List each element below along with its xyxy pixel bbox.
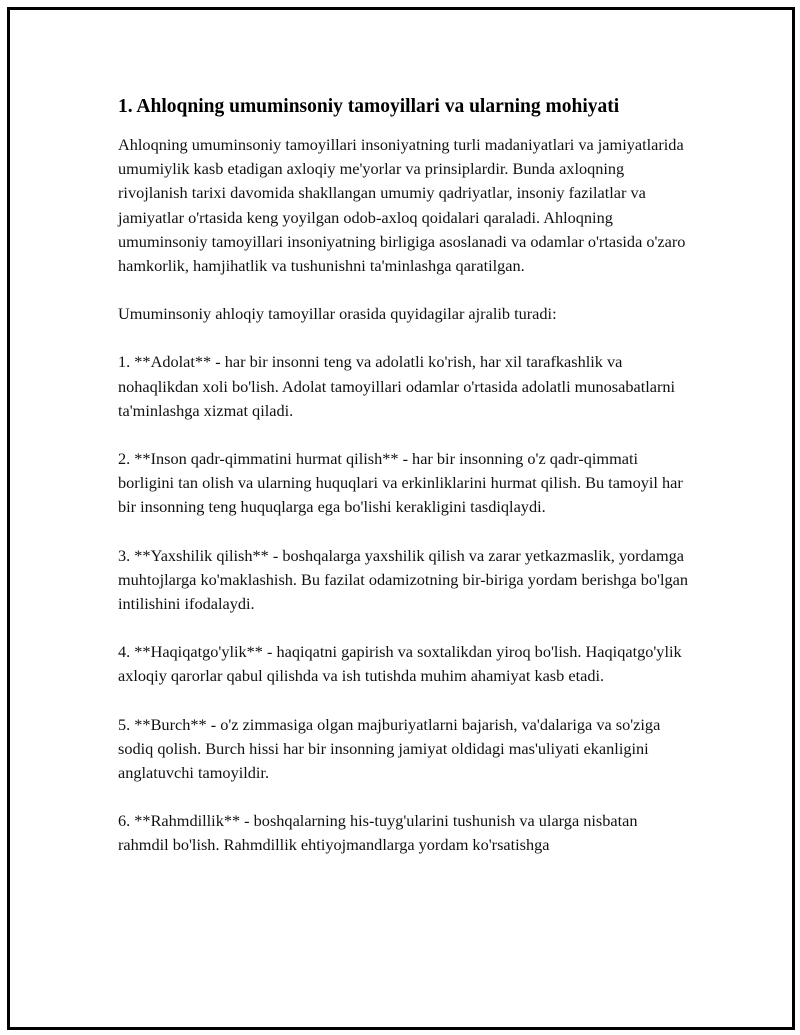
principle-haqiqatgoylik: 4. **Haqiqatgo'ylik** - haqiqatni gapirish va soxtalikdan yiroq bo'lish. Haqiqatgo'ylik axloqiy qarorlar qabul qilishda va ish tutishda muhim ahamiyat kasb etadi.	[118, 642, 682, 686]
principle-inson-qadr-qimmati: 2. **Inson qadr-qimmatini hurmat qilish** - har bir insonning o'z qadr-qimmati borligini tan olish va ularning huquqlari va erkinliklarini hurmat qilish. Bu tamoyil har bir insonning teng huquqlarga ega bo'lishi kerakligini tasdiqlaydi.	[118, 449, 683, 517]
principle-rahmdillik: 6. **Rahmdillik** - boshqalarning his-tuyg'ularini tushunish va ularga nisbatan rahmdil bo'lish. Rahmdillik ehtiyojmandlarga yordam ko'rsatishga	[118, 811, 638, 855]
document-body	[118, 94, 688, 882]
principle-burch: 5. **Burch** - o'z zimmasiga olgan majburiyatlarni bajarish, va'dalariga va so'ziga sodiq qolish. Burch hissi har bir insonning jamiyat oldidagi mas'uliyati ekanligini anglatuvchi tamoyildir.	[118, 714, 661, 783]
principle-yaxshilik: 3. **Yaxshilik qilish** - boshqalarga yaxshilik qilish va zarar yetkazmaslik, yordamga muhtojlarga ko'maklashish. Bu fazilat odamizotning bir-biriga yordam berishga bo'lgan intilishini ifodalaydi.	[118, 545, 688, 614]
list-intro-paragraph: Umuminsoniy ahloqiy tamoyillar orasida quyidagilar ajralib turadi:	[118, 304, 557, 324]
section-heading: 1. Ahloqning umuminsoniy tamoyillari va ularning mohiyati	[118, 96, 620, 117]
principle-adolat: 1. **Adolat** - har bir insonni teng va adolatli ko'rish, har xil tarafkashlik va nohaqlikdan xoli bo'lish. Adolat tamoyillari odamlar o'rtasida adolatli munosabatlarni ta'minlashga xizmat qiladi.	[118, 352, 676, 420]
intro-paragraph: Ahloqning umuminsoniy tamoyillari insoniyatning turli madaniyatlari va jamiyatlarida umumiylik kasb etadigan axloqiy me'yorlar va prinsiplardir. Bunda axloqning rivojlanish tarixi davomida shakllangan umumiy qadriyatlar, insoniy fazilatlar va jamiyatlar o'rtasida keng yoyilgan odob-axloq qoidalari qaraladi. Ahloqning umuminsoniy tamoyillari insoniyatning birligiga asoslanadi va odamlar o'rtasida o'zaro hamkorlik, hamjihatlik va tushunishni ta'minlashga qaratilgan.	[118, 135, 686, 276]
